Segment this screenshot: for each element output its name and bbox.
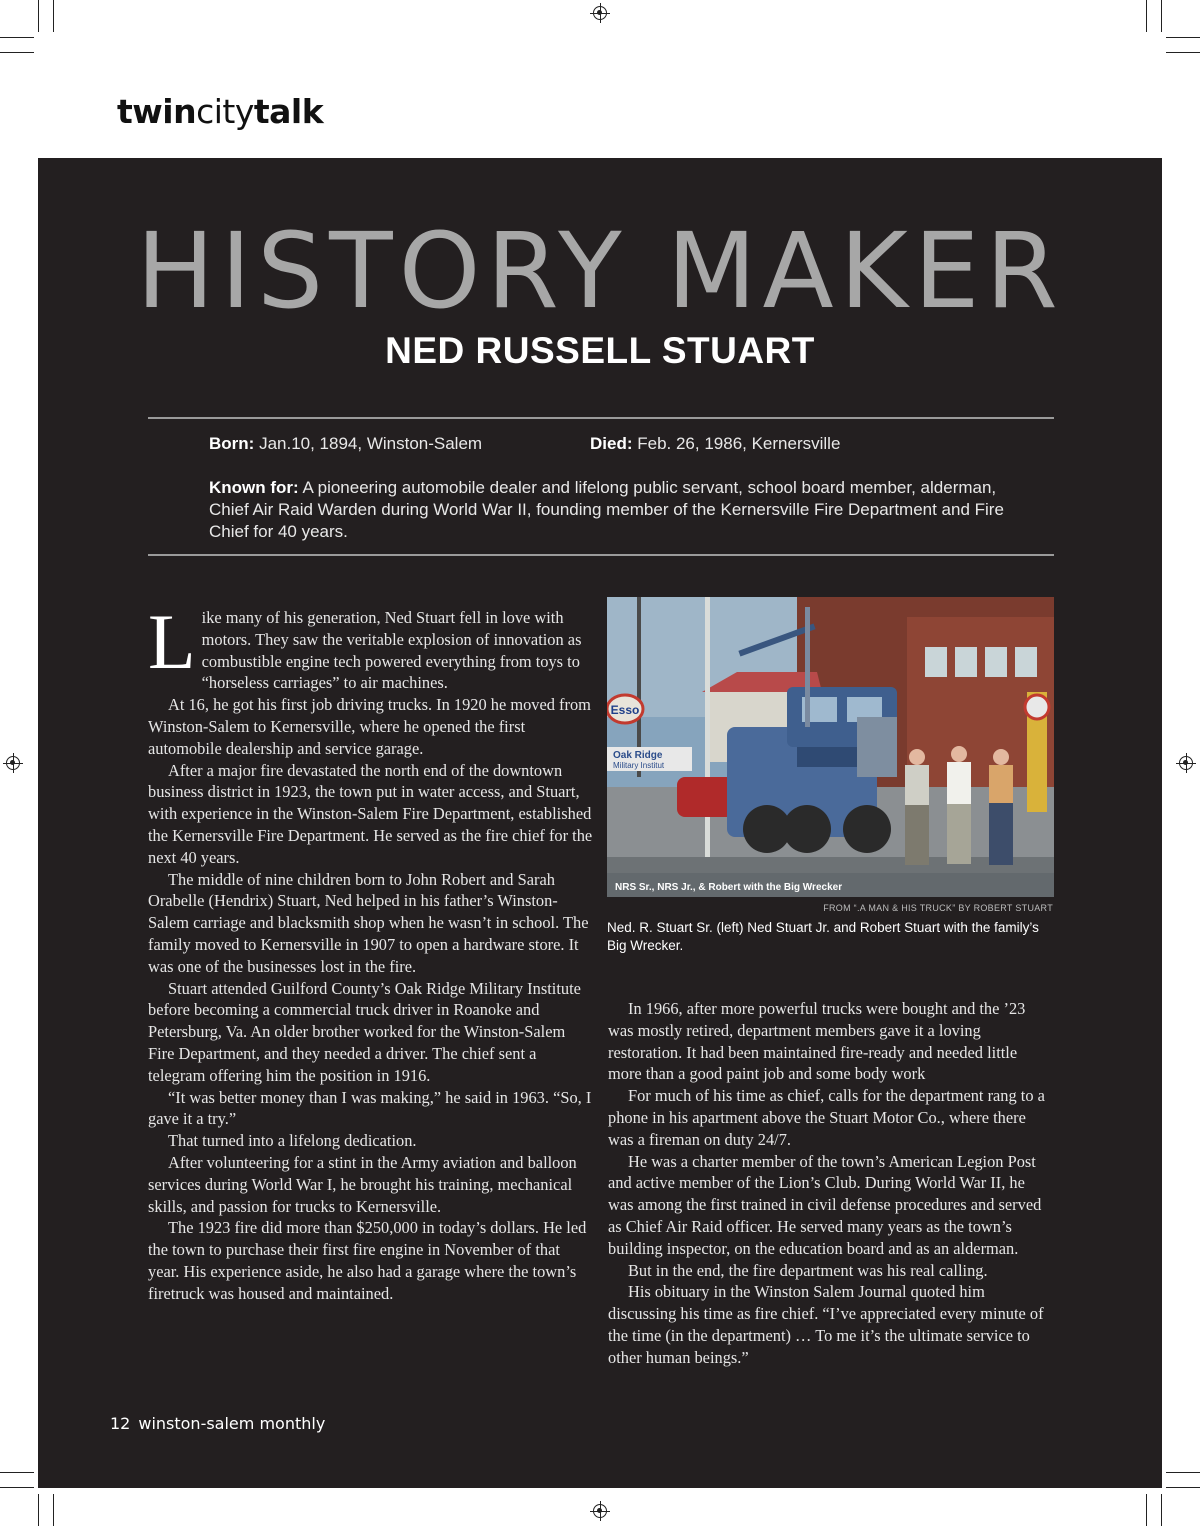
crop-mark <box>0 37 34 38</box>
paragraph: The middle of nine children born to John Robert and Sarah Orabelle (Hendrix) Stuart, Ned helped in his father’s Winston-Salem carriage and blacksmith shop when he wasn’t in school. The family moved to Kernersville in 1907 to open a hardware store. It was one of the businesses lost in the fire. <box>148 869 589 976</box>
crop-mark <box>38 0 39 32</box>
paragraph: The 1923 fire did more than $250,000 in today’s dollars. He led the town to purchase their first fire engine in November of that year. His experience aside, he also had a garage where the town’s firetruck was housed and maintained. <box>148 1218 587 1303</box>
paragraph <box>148 598 594 694</box>
article-panel <box>38 158 1162 1488</box>
right-column <box>608 998 1054 1369</box>
crop-mark <box>1166 52 1200 53</box>
person-right <box>989 749 1013 865</box>
crop-mark <box>38 1494 39 1526</box>
photo-inset-label: NRS Sr., NRS Jr., & Robert with the Big Wrecker <box>615 882 843 893</box>
crop-mark <box>1146 1494 1147 1526</box>
died-label: Died: <box>590 434 633 453</box>
photo-sign-oak-ridge: Oak Ridge <box>613 750 663 761</box>
photo-caption: Ned. R. Stuart Sr. (left) Ned Stuart Jr. and Robert Stuart with the family’s Big Wrecker. <box>607 920 1039 953</box>
page-footer <box>110 1414 325 1433</box>
logo-part-city: city <box>196 92 254 131</box>
photo-sign-esso: Esso <box>610 703 640 717</box>
drop-cap: L <box>148 598 196 685</box>
top-rule <box>148 417 1054 419</box>
registration-mark-icon <box>593 1504 607 1518</box>
died-fact <box>590 433 840 455</box>
paragraph: His obituary in the Winston Salem Journal quoted him discussing his time as fire chief. “I’ve appreciated every minute of the time (in the department) … To me it’s the ultimate service to other human beings.” <box>608 1282 1044 1367</box>
died-value: Feb. 26, 1986, Kernersville <box>637 434 841 453</box>
paragraph: “It was better money than I was making,” he said in 1963. “So, I gave it a try.” <box>148 1087 592 1129</box>
crop-mark <box>1161 0 1162 32</box>
paragraph: For much of his time as chief, calls for the department rang to a phone in his apartment above the Stuart Motor Co., where there was a fireman on duty 24/7. <box>608 1086 1045 1149</box>
crop-mark <box>1166 1487 1200 1488</box>
crop-mark <box>1166 1472 1200 1473</box>
person-left <box>905 749 929 865</box>
crop-mark <box>1161 1494 1162 1526</box>
registration-mark-icon <box>1179 756 1193 770</box>
crop-mark <box>0 52 34 53</box>
left-column <box>148 598 594 1305</box>
paragraph: After volunteering for a stint in the Army aviation and balloon services during World War I, he brought his training, mechanical skills, and passion for trucks to Kernersville. <box>148 1152 577 1216</box>
registration-mark-icon <box>6 756 20 770</box>
born-value: Jan.10, 1894, Winston-Salem <box>259 434 483 453</box>
photo-credit: FROM “.A MAN & HIS TRUCK” BY ROBERT STUART <box>823 903 1053 913</box>
paragraph-text: ike many of his generation, Ned Stuart fell in love with motors. They saw the veritable explosion of innovation as combustible engine tech powered everything from toys to “horseless carriages” to air machines. <box>201 608 582 693</box>
subtitle: NED RUSSELL STUART <box>385 330 815 371</box>
paragraph: In 1966, after more powerful trucks were bought and the ’23 was mostly retired, department members gave it a loving restoration. It had been maintained fire-ready and needed little more than a good paint job and some body work <box>608 999 1026 1084</box>
born-fact <box>209 433 482 455</box>
truck-photo-illustration <box>607 597 1054 897</box>
logo-part-talk: talk <box>253 92 324 131</box>
paragraph: He was a charter member of the town’s American Legion Post and active member of the Lion’s Club. During World War II, he was among the first trained in civil defense procedures and served as Chief Air Raid officer. He served many years as the town’s building inspector, on the education board and as an alderman. <box>608 1151 1042 1258</box>
crop-mark <box>1166 37 1200 38</box>
registration-mark-icon <box>593 6 607 20</box>
known-label: Known for: <box>209 478 299 497</box>
known-value: A pioneering automobile dealer and lifelong public servant, school board member, alderman, Chief Air Raid Warden during World War II, founding member of the Kernersville Fire Department and Fire Chief for 40 years. <box>209 478 1004 541</box>
paragraph: That turned into a lifelong dedication. <box>168 1131 417 1151</box>
bottom-rule <box>148 554 1054 556</box>
crop-mark <box>0 1472 34 1473</box>
magazine-logo <box>117 92 323 131</box>
born-label: Born: <box>209 434 255 453</box>
paragraph: But in the end, the fire department was his real calling. <box>628 1260 988 1280</box>
paragraph: Stuart attended Guilford County’s Oak Ridge Military Institute before becoming a commercial truck driver in Roanoke and Petersburg, Va. An older brother worked for the Winston-Salem Fire Department, and they needed a driver. The chief sent a telegram offering him the position in 1916. <box>148 978 581 1085</box>
page-number: 12 <box>110 1414 131 1433</box>
paragraph: At 16, he got his first job driving trucks. In 1920 he moved from Winston-Salem to Kernersville, where he opened the first automobile dealership and service garage. <box>148 695 591 758</box>
page-title: HISTORY MAKER <box>136 210 1064 332</box>
crop-mark <box>53 1494 54 1526</box>
crop-mark <box>1146 0 1147 32</box>
publication-name: winston-salem monthly <box>138 1414 326 1433</box>
photo-sign-institute: Military Institut <box>613 761 665 770</box>
known-for-fact <box>209 477 1009 543</box>
crop-mark <box>0 1487 34 1488</box>
paragraph: After a major fire devastated the north end of the downtown business district in 1923, the town put in water access, and Stuart, with experience in the Winston-Salem Fire Department, established the Kernersville Fire Department. He served as the fire chief for the next 40 years. <box>148 760 593 867</box>
crop-mark <box>53 0 54 32</box>
logo-part-twin: twin <box>117 92 197 131</box>
truck-photo <box>607 597 1054 897</box>
person-middle <box>947 746 971 864</box>
